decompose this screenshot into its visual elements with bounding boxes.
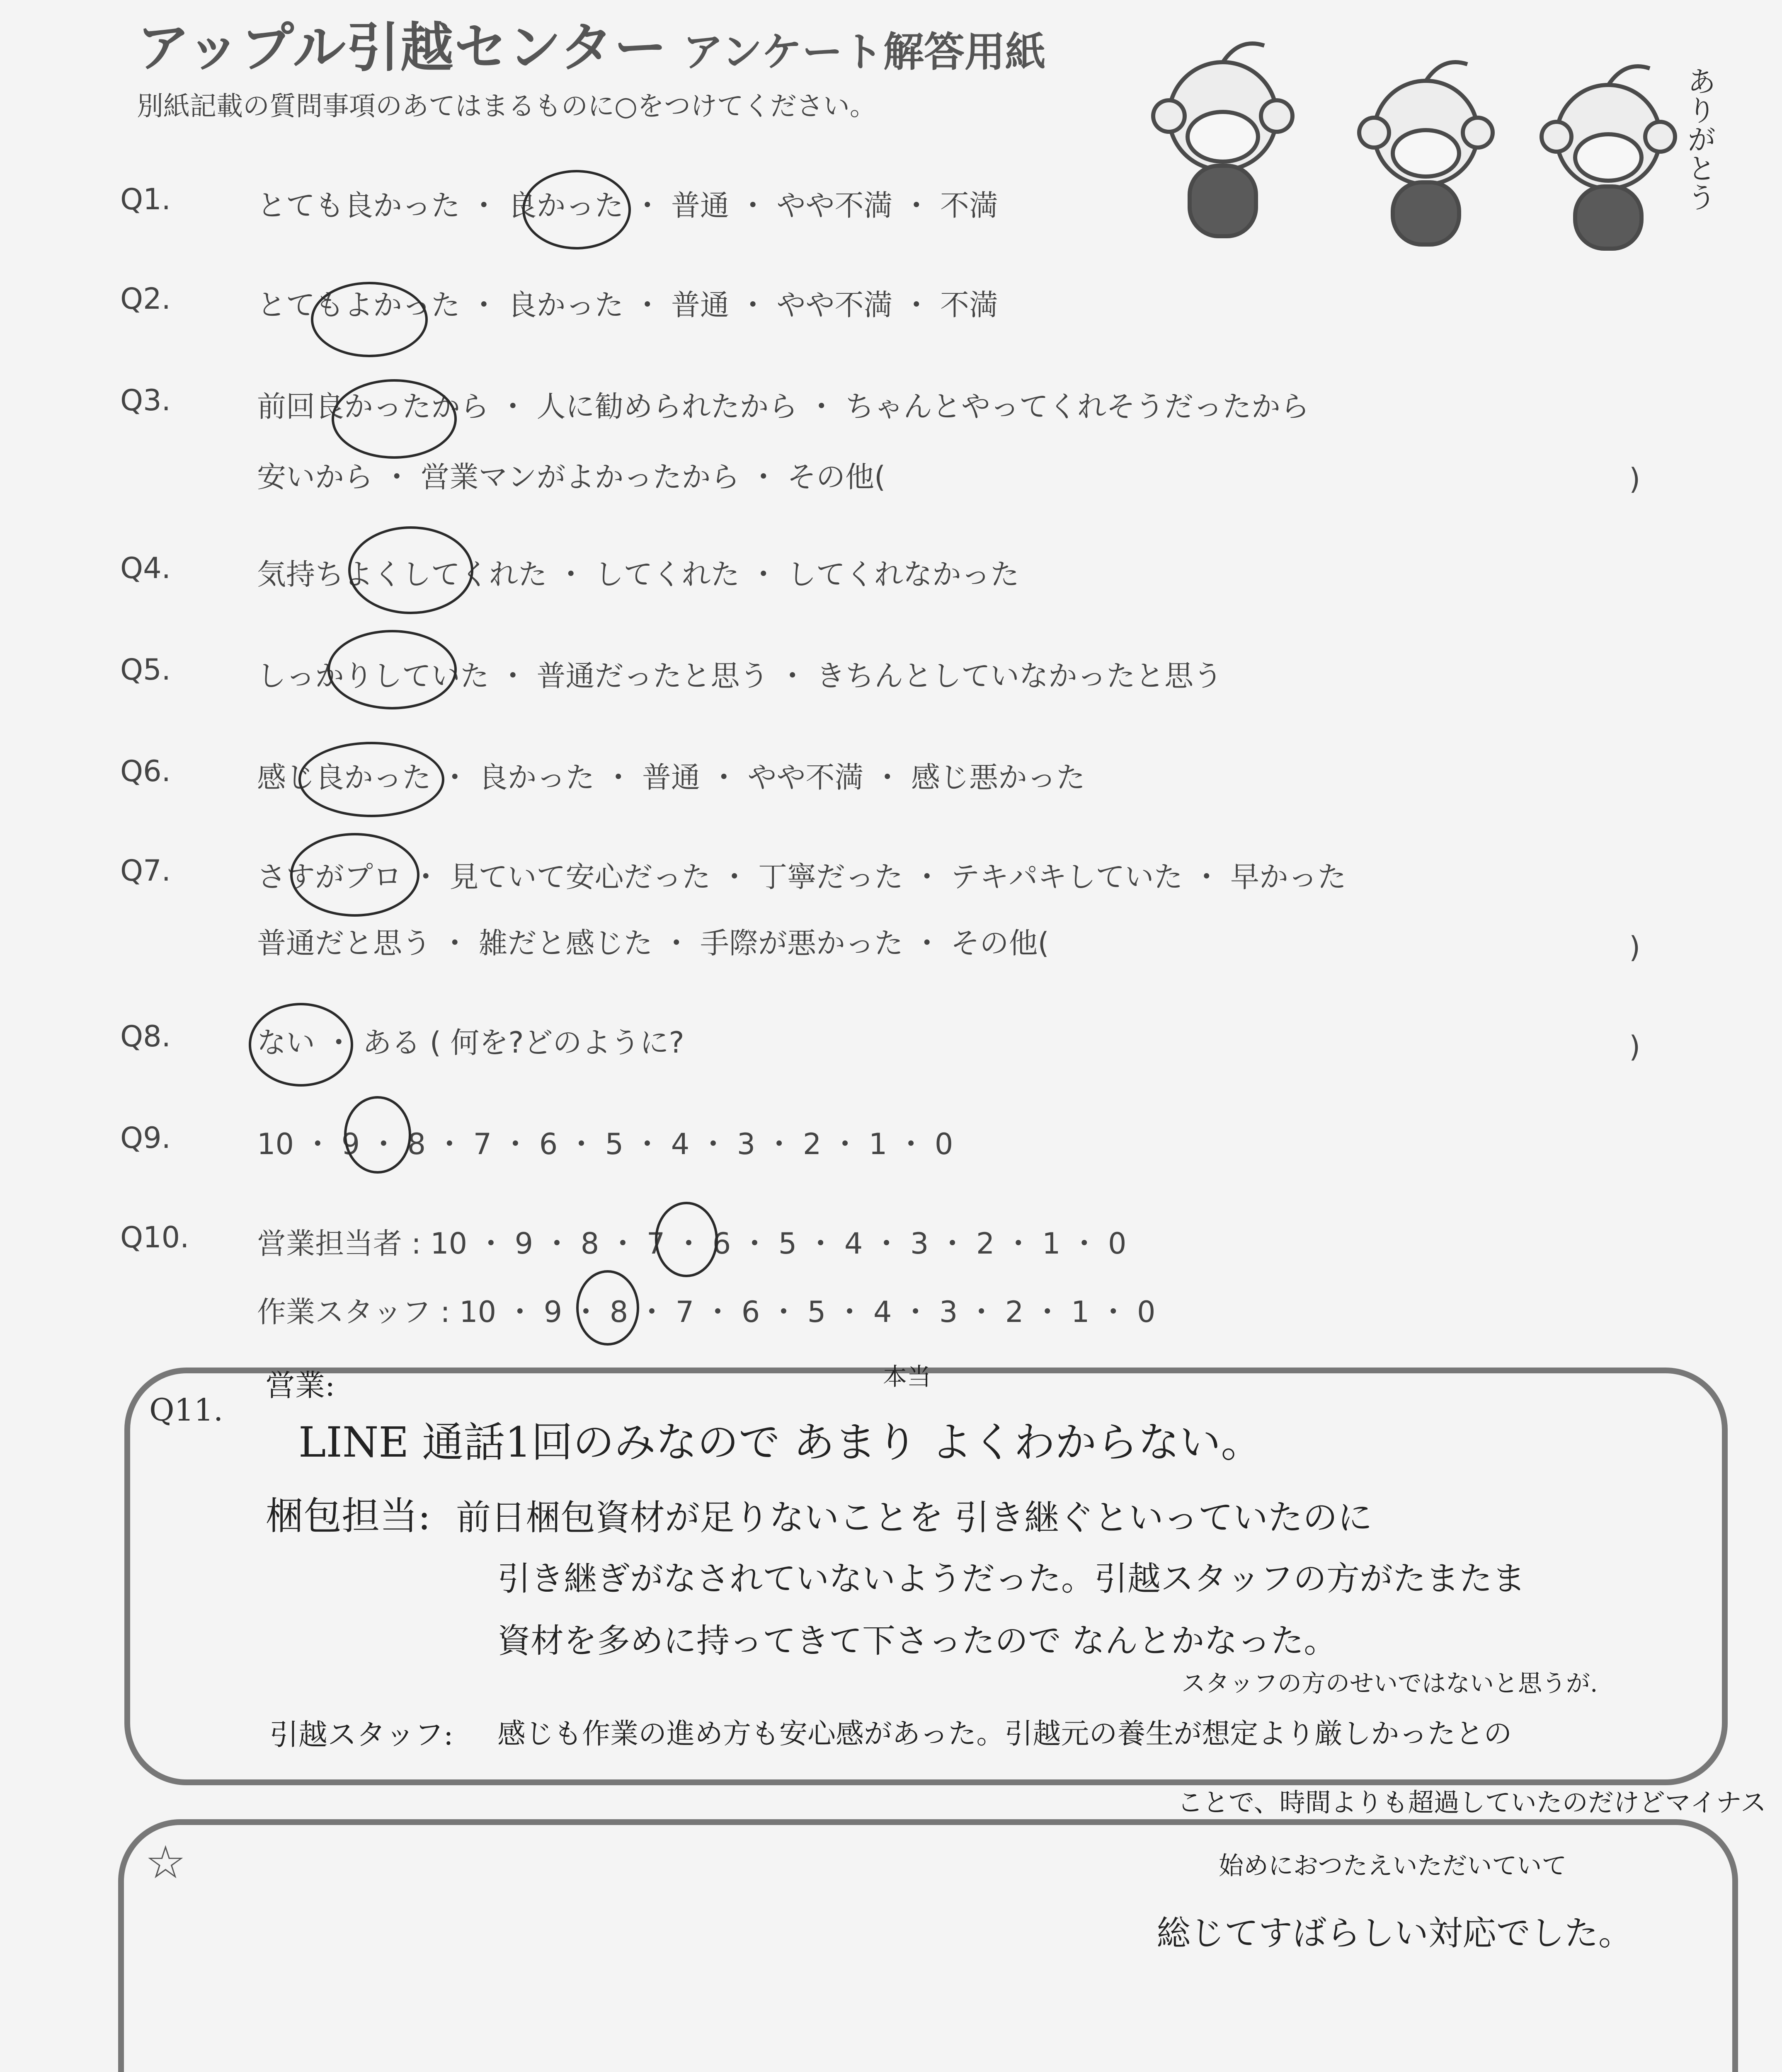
q11-staff-label: 引越スタッフ: bbox=[269, 1718, 453, 1752]
q10-sales-answer-circle bbox=[655, 1202, 718, 1277]
q4-answer-circle bbox=[348, 526, 473, 614]
q7-answer-circle bbox=[290, 833, 419, 917]
mascot-monkey-2 bbox=[1359, 62, 1493, 244]
q2-label: Q2. bbox=[120, 282, 171, 316]
q11-sales-label: 営業: bbox=[265, 1368, 335, 1403]
q5-label: Q5. bbox=[120, 653, 171, 687]
q3-options-line2: 安いから ・ 営業マンがよかったから ・ その他( bbox=[257, 460, 886, 494]
q6-answer-circle bbox=[298, 742, 444, 817]
q8-options: ない ・ ある ( 何を?どのように? bbox=[257, 1026, 684, 1060]
sheet-title bbox=[137, 5, 1046, 81]
q11-label: Q11. bbox=[149, 1392, 223, 1428]
q10-sales-options: 営業担当者 : 10 ・ 9 ・ 8 ・ 7 ・ 6 ・ 5 ・ 4 ・ 3 ・ 2 ・ 1 ・ 0 bbox=[257, 1227, 1127, 1261]
q2-options: とてもよかった ・ 良かった ・ 普通 ・ やや不満 ・ 不満 bbox=[257, 288, 999, 322]
mascot-monkey-3 bbox=[1542, 66, 1675, 249]
monkey-mascots-illustration bbox=[1144, 29, 1733, 253]
q6-options: 感じ良かった ・ 良かった ・ 普通 ・ やや不満 ・ 感じ悪かった bbox=[257, 760, 1086, 794]
free-comment-box bbox=[118, 1819, 1738, 2072]
q10-staff-options: 作業スタッフ : 10 ・ 9 ・ 8 ・ 7 ・ 6 ・ 5 ・ 4 ・ 3 ・ 2 ・ 1 ・ 0 bbox=[257, 1295, 1156, 1329]
star-icon: ☆ bbox=[145, 1836, 186, 1889]
q3-label: Q3. bbox=[120, 383, 171, 417]
q8-close-paren: ) bbox=[1629, 1030, 1641, 1064]
q2-answer-circle bbox=[311, 282, 428, 357]
q11-staff-comment-cont1: ことで、時間よりも超過していたのだけどマイナス bbox=[1177, 1787, 1767, 1818]
q11-staff-note: スタッフの方のせいではないと思うが. bbox=[1181, 1669, 1598, 1697]
q7-close-paren: ) bbox=[1629, 930, 1641, 964]
q7-options-line2: 普通だと思う ・ 雑だと感じた ・ 手際が悪かった ・ その他( bbox=[257, 926, 1049, 960]
q8-label: Q8. bbox=[120, 1019, 171, 1053]
q4-label: Q4. bbox=[120, 551, 171, 585]
q6-label: Q6. bbox=[120, 754, 171, 788]
q11-sales-note: 本当 bbox=[883, 1363, 931, 1391]
q11-staff-comment-cont3: 総じてすばらしい対応でした。 bbox=[1156, 1914, 1633, 1953]
q10-label: Q10. bbox=[120, 1220, 189, 1254]
q11-staff-comment-cont2: 始めにおつたえいただいていて bbox=[1219, 1852, 1567, 1881]
q7-options-line1: さすがプロ ・ 見ていて安心だった ・ 丁寧だった ・ テキパキしていた ・ 早かった bbox=[257, 860, 1347, 894]
q11-packing-label: 梱包担当: bbox=[265, 1494, 431, 1538]
q5-options: しっかりしていた ・ 普通だったと思う ・ きちんとしていなかったと思う bbox=[257, 659, 1223, 693]
q8-answer-circle bbox=[249, 1003, 353, 1087]
q11-packing-line3: 資材を多めに持ってきて下さったので なんとかなった。 bbox=[497, 1622, 1337, 1660]
q11-packing-line1: 前日梱包資材が足りないことを 引き継ぐといっていたのに bbox=[456, 1497, 1372, 1538]
q9-label: Q9. bbox=[120, 1121, 171, 1155]
q3-close-paren: ) bbox=[1629, 462, 1641, 496]
instruction-text: 別紙記載の質問事項のあてはまるものに○をつけてください。 bbox=[137, 91, 876, 122]
q11-staff-comment: 感じも作業の進め方も安心感があった。引越元の養生が想定より厳しかったとの bbox=[497, 1718, 1512, 1750]
q1-options: とても良かった ・ 良かった ・ 普通 ・ やや不満 ・ 不満 bbox=[257, 189, 999, 223]
q7-label: Q7. bbox=[120, 854, 171, 888]
mascot-caption: ありがとう bbox=[1683, 66, 1717, 211]
q3-answer-circle bbox=[332, 379, 457, 459]
q1-answer-circle bbox=[522, 170, 631, 249]
mascot-monkey-1 bbox=[1153, 44, 1292, 236]
q11-packing-line2: 引き継ぎがなされていないようだった。引越スタッフの方がたまたま bbox=[497, 1559, 1525, 1598]
sheet-subtitle: アンケート解答用紙 bbox=[682, 29, 1046, 76]
q4-options: 気持ちよくしてくれた ・ してくれた ・ してくれなかった bbox=[257, 557, 1020, 591]
q3-options-line1: 前回良かったから ・ 人に勧められたから ・ ちゃんとやってくれそうだったから bbox=[257, 390, 1310, 424]
q9-options: 10 ・ 9 ・ 8 ・ 7 ・ 6 ・ 5 ・ 4 ・ 3 ・ 2 ・ 1 ・ 0 bbox=[257, 1127, 953, 1161]
q5-answer-circle bbox=[327, 630, 457, 709]
q1-label: Q1. bbox=[120, 182, 171, 216]
q11-sales-comment: LINE 通話1回のみなので あまり よくわからない。 bbox=[298, 1418, 1263, 1467]
q10-staff-answer-circle bbox=[576, 1270, 639, 1346]
company-name: アップル引越センター bbox=[137, 17, 668, 79]
q9-answer-circle bbox=[344, 1096, 411, 1174]
